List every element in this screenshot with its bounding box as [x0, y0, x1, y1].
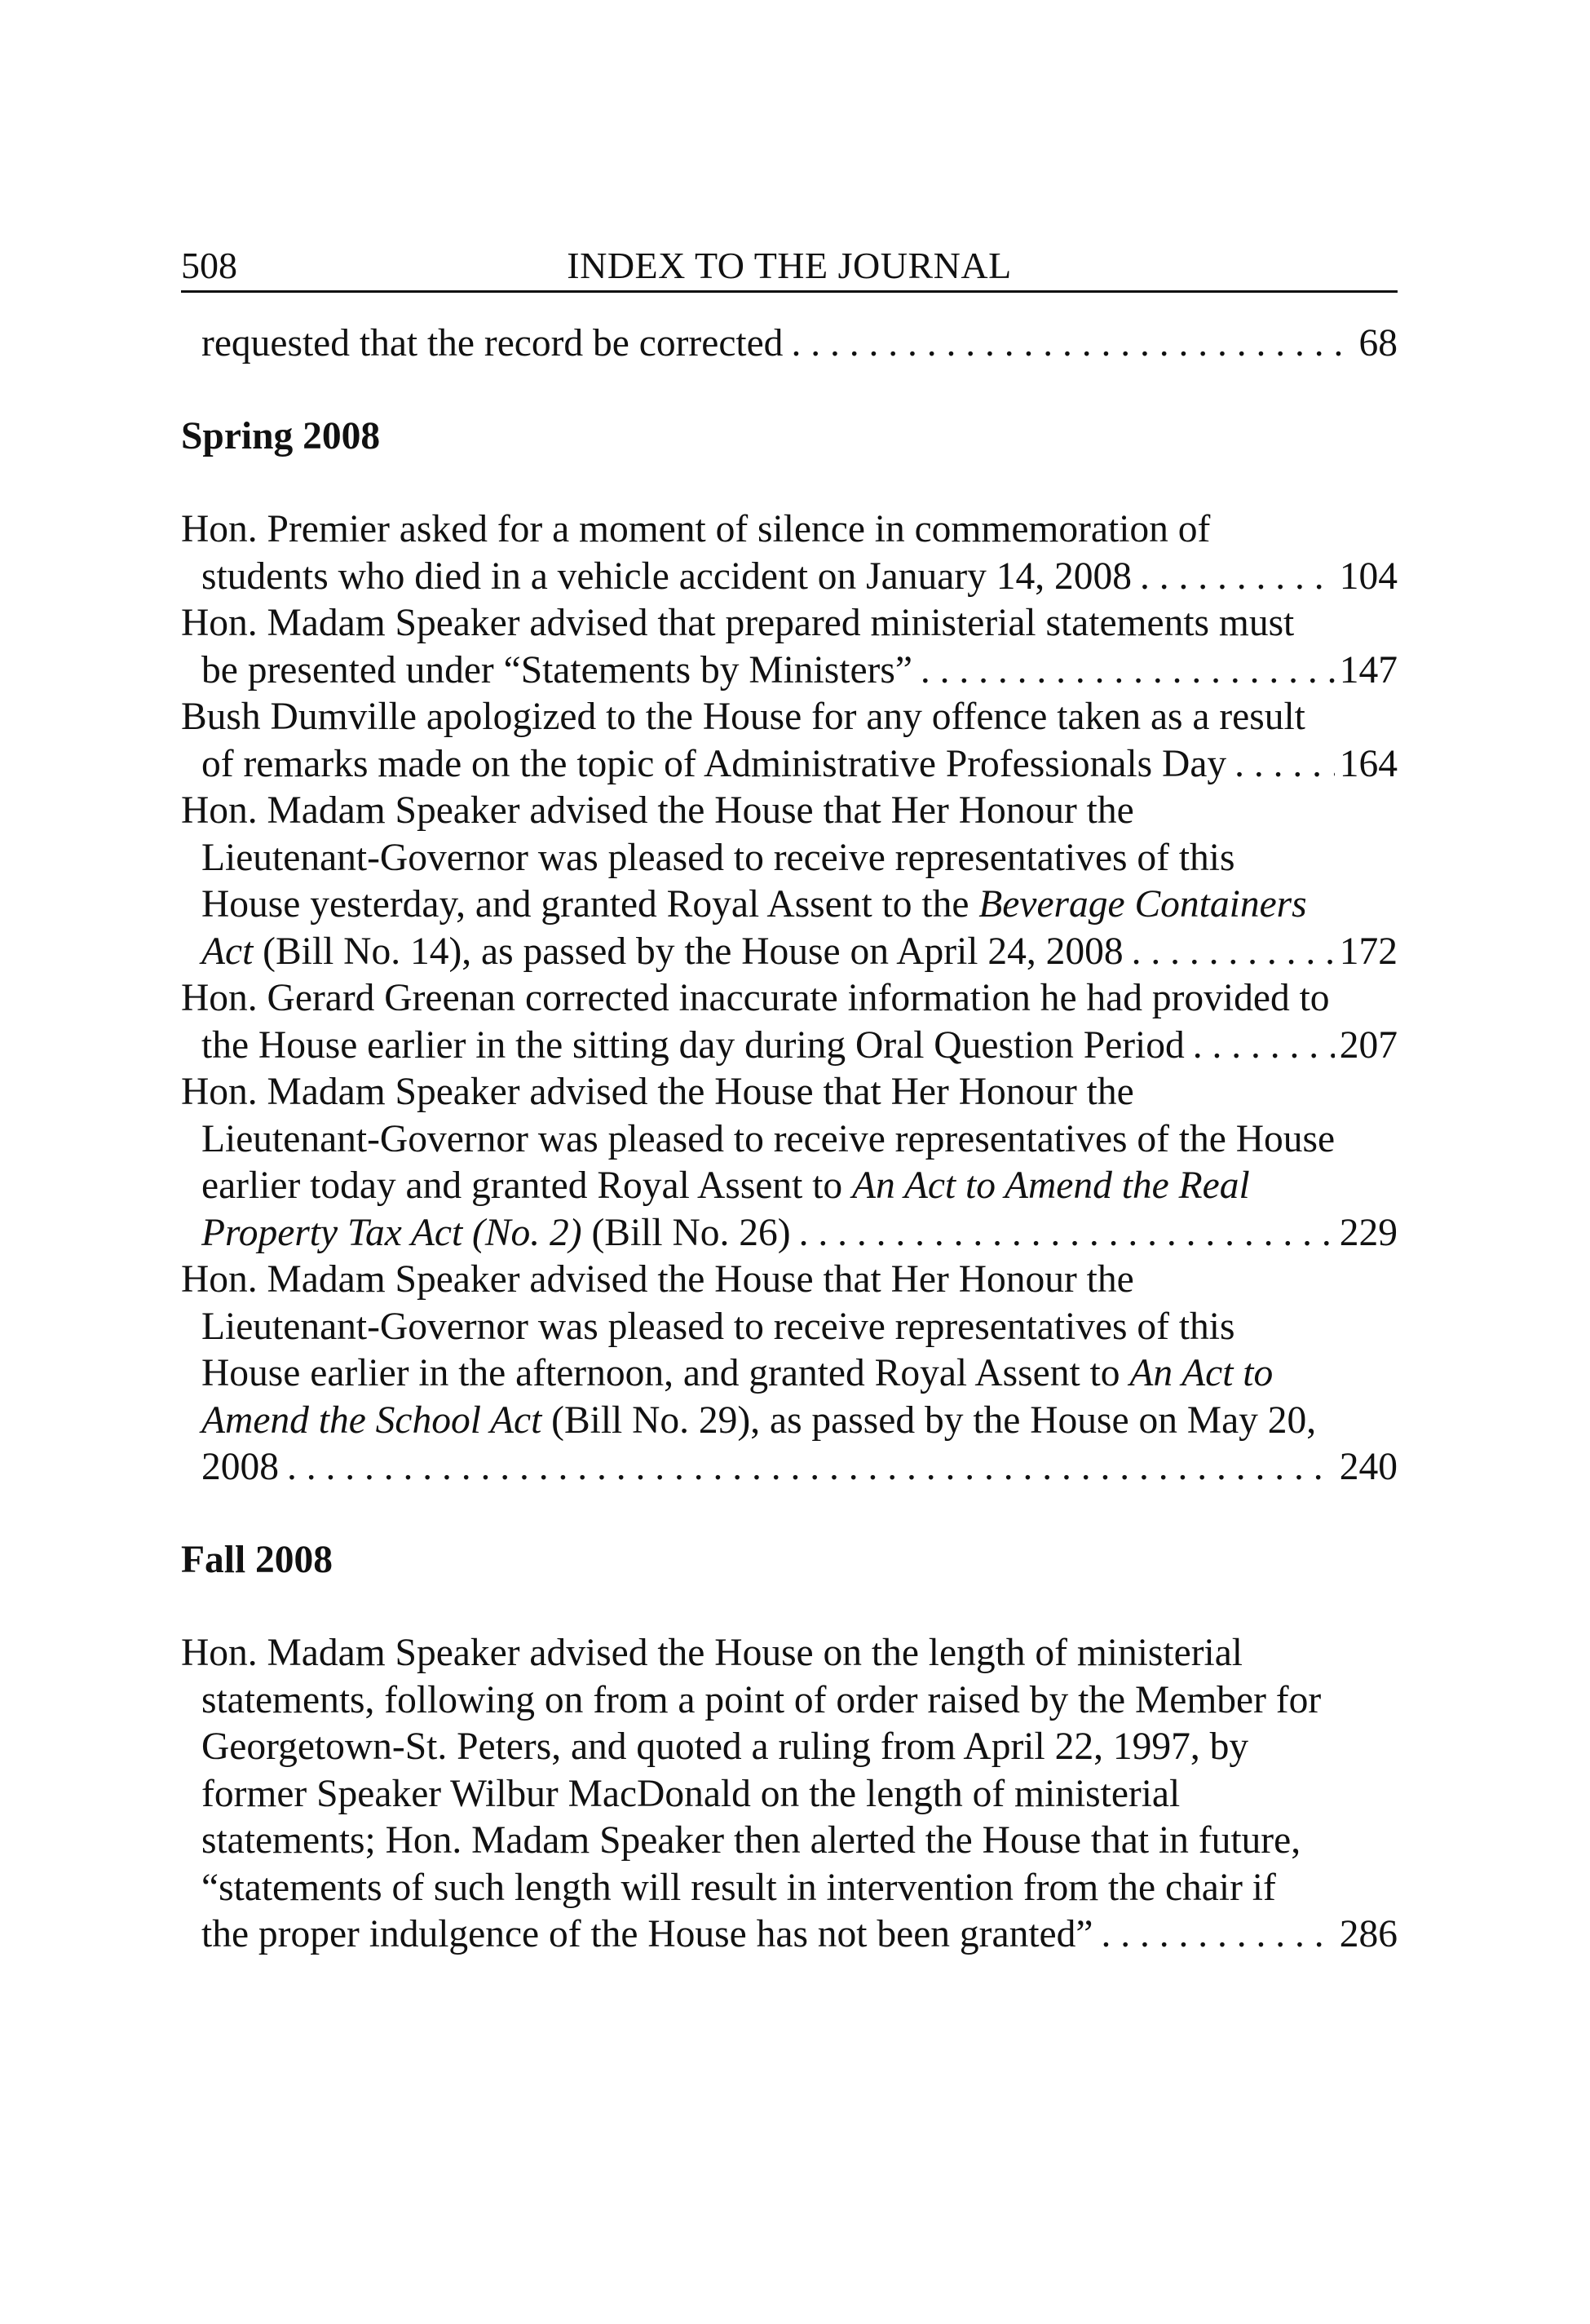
index-entry: Hon. Madam Speaker advised that prepared ministerial statements must be presented under “Statements by Ministers” . . . 147: [181, 600, 1398, 694]
index-entry: Hon. Premier asked for a moment of silence in commemoration of students who died in a vehicle accident on January 14, 2008 . . . 104: [181, 506, 1398, 600]
leader-dots: [1101, 1911, 1334, 1959]
index-entry: Hon. Madam Speaker advised the House that Her Honour the Lieutenant-Governor was pleased to receive representatives of this House earlier in the afternoon, and granted Royal Assent to An Act to Amend the School Act (Bill No. 29), as passed by the House on May 20, 2008 . . . 240: [181, 1257, 1398, 1491]
bill-title: Amend the School Act: [201, 1398, 542, 1442]
leader-dots: [1140, 554, 1335, 601]
bill-title: Act: [201, 930, 254, 973]
page-reference: 147: [1339, 648, 1398, 691]
page-number: 508: [181, 245, 237, 286]
index-entry: Hon. Madam Speaker advised the House that Her Honour the Lieutenant-Governor was pleased to receive representatives of this House yesterday, and granted Royal Assent to the Beverage Containers Act (Bill No. 14), as passed by the House on April 24, 2008 . . . 172: [181, 788, 1398, 975]
leader-dots: [287, 1444, 1335, 1491]
index-entry-continued: requested that the record be corrected . . . 68: [181, 320, 1398, 368]
leader-dots: [1193, 1023, 1335, 1070]
index-entry: Hon. Gerard Greenan corrected inaccurate information he had provided to the House earlier in the sitting day during Oral Question Period . . . 207: [181, 975, 1398, 1069]
index-entry: Hon. Madam Speaker advised the House that Her Honour the Lieutenant-Governor was pleased to receive representatives of the House earlier today and granted Royal Assent to An Act to Amend the Real Property Tax Act (No. 2) (Bill No. 26) . . . 229: [181, 1069, 1398, 1257]
leader-dots: [1132, 929, 1335, 976]
running-head: [181, 241, 1398, 293]
page-reference: 68: [1358, 322, 1398, 365]
leader-dots: [791, 320, 1354, 368]
page-reference: 172: [1339, 930, 1398, 973]
index-entry: Hon. Madam Speaker advised the House on the length of ministerial statements, following on from a point of order raised by the Member for Georgetown-St. Peters, and quoted a ruling from April 22, 1997, by former Speaker Wilbur MacDonald on the length of ministerial statements; Hon. Madam Speaker then alerted the House that in future, “statements of such length will result in intervention from the chair if the proper indulgence of the House has not been granted” . . . 286: [181, 1630, 1398, 1959]
index-entries: [181, 293, 1398, 1959]
bill-title: Property Tax Act (No. 2): [201, 1211, 582, 1254]
bill-title: Beverage Containers: [978, 883, 1307, 926]
page-reference: 240: [1339, 1446, 1398, 1488]
page-reference: 164: [1339, 742, 1398, 785]
leader-dots: [799, 1210, 1335, 1257]
page-reference: 104: [1339, 554, 1398, 598]
leader-dots: [1234, 741, 1335, 789]
section-heading-fall-2008: Fall 2008: [181, 1538, 333, 1581]
running-title: INDEX TO THE JOURNAL: [567, 245, 1012, 286]
index-page: [181, 241, 1398, 1959]
page-reference: 286: [1339, 1913, 1398, 1955]
section-heading-spring-2008: Spring 2008: [181, 414, 381, 457]
leader-dots: [921, 647, 1335, 695]
index-entry: Bush Dumville apologized to the House for any offence taken as a result of remarks made on the topic of Administrative Professionals Day . . . 164: [181, 694, 1398, 788]
page-reference: 229: [1339, 1211, 1398, 1254]
bill-title: An Act to: [1129, 1352, 1274, 1394]
bill-title: An Act to Amend the Real: [852, 1164, 1250, 1207]
page-reference: 207: [1339, 1023, 1398, 1067]
